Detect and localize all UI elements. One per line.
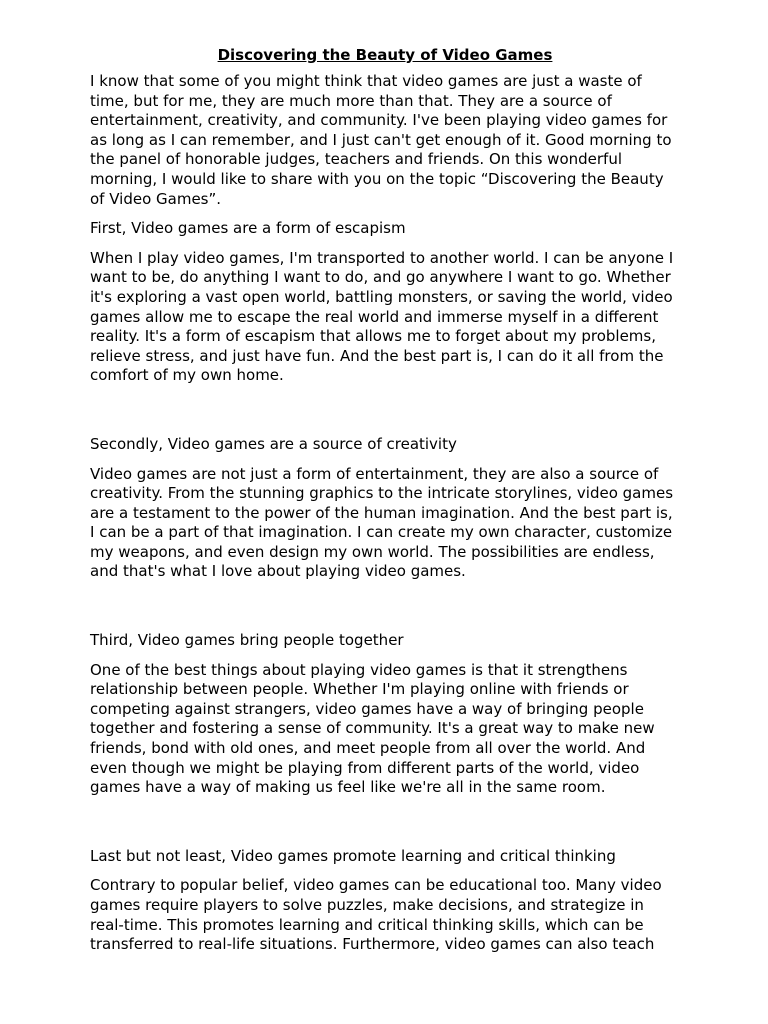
section-heading-escapism: First, Video games are a form of escapism bbox=[90, 219, 406, 238]
paragraph-spacer bbox=[90, 592, 680, 631]
paragraph-spacer bbox=[90, 808, 680, 847]
document-page bbox=[90, 45, 680, 965]
section-body-community: One of the best things about playing video games is that it strengthens relationship between people. Whether I'm playing online with friends or competing against strangers, video games have a way of bringing people together and fostering a sense of community. It's a great way to make new friends, bond with old ones, and meet people from all over the world. And even though we might be playing from different parts of the world, video games have a way of making us feel like we're all in the same room. bbox=[90, 660, 655, 797]
section-heading-creativity: Secondly, Video games are a source of creativity bbox=[90, 434, 457, 453]
document-title: Discovering the Beauty of Video Games bbox=[217, 46, 553, 64]
section-body-escapism: When I play video games, I'm transported to another world. I can be anyone I want to be, do anything I want to do, and go anywhere I want to go. Whether it's exploring a vast open world, battling monsters, or saving the world, video games allow me to escape the real world and immerse myself in a different reality. It's a form of escapism that allows me to forget about my problems, relieve stress, and just have fun. And the best part is, I can do it all from the comfort of my own home. bbox=[90, 248, 674, 385]
section-body-creativity: Video games are not just a form of entertainment, they are also a source of creativity. From the stunning graphics to the intricate storylines, video games are a testament to the power of the human imagination. And the best part is, I can be a part of that imagination. I can create my own character, customize my weapons, and even design my own world. The possibilities are endless, and that's what I love about playing video games. bbox=[90, 464, 674, 581]
section-heading-learning: Last but not least, Video games promote learning and critical thinking bbox=[90, 846, 616, 865]
intro-paragraph: I know that some of you might think that video games are just a waste of time, but for me, they are much more than that. They are a source of entertainment, creativity, and community. I've been playing video games for as long as I can remember, and I just can't get enough of it. Good morning to the panel of honorable judges, teachers and friends. On this wonderful morning, I would like to share with you on the topic “Discovering the Beauty of Video Games”. bbox=[90, 72, 672, 208]
section-body-learning: Contrary to popular belief, video games can be educational too. Many video games require players to solve puzzles, make decisions, and strategize in real-time. This promotes learning and critical thinking skills, which can be transferred to real-life situations. Furthermore, video games can also teach bbox=[90, 876, 662, 954]
section-heading-community: Third, Video games bring people together bbox=[90, 631, 404, 650]
paragraph-spacer bbox=[90, 396, 680, 435]
